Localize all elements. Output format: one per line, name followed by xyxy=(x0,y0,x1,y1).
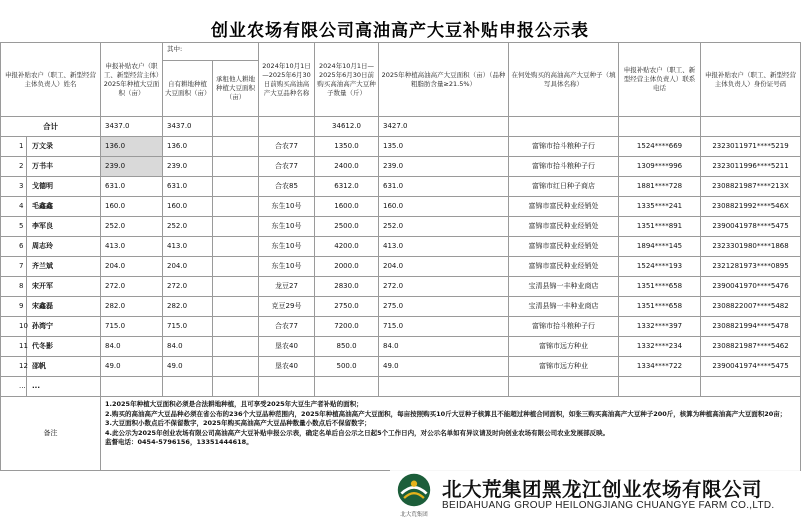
total-own-area: 3437.0 xyxy=(163,117,213,137)
planting-area: 49.0 xyxy=(101,357,163,377)
planting-area: 252.0 xyxy=(101,217,163,237)
phone-number: 1351****658 xyxy=(619,277,701,297)
table-row xyxy=(1,277,801,297)
company-watermark xyxy=(390,468,800,520)
empty-cell xyxy=(701,377,801,397)
row-number: 5 xyxy=(1,217,27,237)
header-seed-quantity: 2024年10月1日—2025年6月30日前购买高油高产大豆种子数量（斤） xyxy=(315,43,379,117)
empty-cell xyxy=(101,377,163,397)
total-variety xyxy=(259,117,315,137)
rented-land-area xyxy=(213,197,259,217)
logo-caption: 北大荒集团 xyxy=(400,512,428,518)
id-number: 2308821987****5462 xyxy=(701,337,801,357)
planting-area: 715.0 xyxy=(101,317,163,337)
phone-number: 1524****193 xyxy=(619,257,701,277)
table-row xyxy=(1,217,801,237)
rented-land-area xyxy=(213,337,259,357)
seed-variety: 东生10号 xyxy=(259,217,315,237)
seed-quantity: 6312.0 xyxy=(315,177,379,197)
row-number: 6 xyxy=(1,237,27,257)
hoa-area: 252.0 xyxy=(379,217,509,237)
id-number: 2390041970****5476 xyxy=(701,277,801,297)
phone-number: 1351****891 xyxy=(619,217,701,237)
table-row xyxy=(1,137,801,157)
rented-land-area xyxy=(213,357,259,377)
empty-cell xyxy=(163,377,213,397)
id-number: 2323011996****5211 xyxy=(701,157,801,177)
phone-number: 1334****722 xyxy=(619,357,701,377)
seed-quantity: 2400.0 xyxy=(315,157,379,177)
planting-area: 204.0 xyxy=(101,257,163,277)
total-hoa-area: 3427.0 xyxy=(379,117,509,137)
hoa-area: 160.0 xyxy=(379,197,509,217)
seed-store: 富锦市富民种业经销处 xyxy=(509,197,619,217)
planting-area: 84.0 xyxy=(101,337,163,357)
hoa-area: 275.0 xyxy=(379,297,509,317)
row-number: 2 xyxy=(1,157,27,177)
farmer-name: 宋鑫磊 xyxy=(27,297,101,317)
own-land-area: 84.0 xyxy=(163,337,213,357)
seed-variety: 垦农40 xyxy=(259,337,315,357)
seed-store: 富锦市富民种业经销处 xyxy=(509,257,619,277)
seed-variety: 合农85 xyxy=(259,177,315,197)
seed-store: 富锦市红日种子商店 xyxy=(509,177,619,197)
total-rented-area xyxy=(213,117,259,137)
seed-variety: 合农77 xyxy=(259,137,315,157)
seed-quantity: 2000.0 xyxy=(315,257,379,277)
table-row xyxy=(1,197,801,217)
seed-quantity: 500.0 xyxy=(315,357,379,377)
id-number: 2308821994****5478 xyxy=(701,317,801,337)
rented-land-area xyxy=(213,157,259,177)
id-number: 2323011971****5219 xyxy=(701,137,801,157)
empty-cell xyxy=(315,377,379,397)
rented-land-area xyxy=(213,277,259,297)
empty-cell xyxy=(509,377,619,397)
seed-variety: 东生10号 xyxy=(259,257,315,277)
hoa-area: 135.0 xyxy=(379,137,509,157)
phone-number: 1335****241 xyxy=(619,197,701,217)
header-seed-store: 在何处购买的高油高产大豆种子（填写具体名称） xyxy=(509,43,619,117)
own-land-area: 272.0 xyxy=(163,277,213,297)
planting-area: 160.0 xyxy=(101,197,163,217)
phone-number: 1881****728 xyxy=(619,177,701,197)
id-number: 2390041978****5475 xyxy=(701,217,801,237)
own-land-area: 136.0 xyxy=(163,137,213,157)
phone-number: 1309****996 xyxy=(619,157,701,177)
header-variety: 2024年10月1日—2025年6月30日前购买高油高产大豆品种名称 xyxy=(259,43,315,117)
seed-store: 宝清县锦一丰种业商店 xyxy=(509,297,619,317)
table-row xyxy=(1,297,801,317)
seed-store: 富锦市远方种业 xyxy=(509,337,619,357)
empty-cell xyxy=(259,377,315,397)
seed-variety: 东生10号 xyxy=(259,237,315,257)
own-land-area: 631.0 xyxy=(163,177,213,197)
header-id-number: 申报补贴农户（职工、新型经营主体负责人）身份证号码 xyxy=(701,43,801,117)
farmer-name: 毛鑫鑫 xyxy=(27,197,101,217)
empty-cell xyxy=(213,377,259,397)
seed-store: 富锦市拾斗粮种子行 xyxy=(509,317,619,337)
own-land-area: 252.0 xyxy=(163,217,213,237)
id-number: 2308822007****5482 xyxy=(701,297,801,317)
hoa-area: 413.0 xyxy=(379,237,509,257)
hoa-area: 715.0 xyxy=(379,317,509,337)
rented-land-area xyxy=(213,317,259,337)
table-row xyxy=(1,157,801,177)
notes-row xyxy=(1,397,801,471)
ellipsis-row xyxy=(1,377,801,397)
seed-store: 富锦市远方种业 xyxy=(509,357,619,377)
header-rented-land-area: 承租他人耕地种植大豆面积（亩） xyxy=(213,61,259,117)
row-number: 3 xyxy=(1,177,27,197)
rented-land-area xyxy=(213,297,259,317)
seed-store: 富锦市富民种业经销处 xyxy=(509,237,619,257)
seed-variety: 合农77 xyxy=(259,317,315,337)
farmer-name: 宋开军 xyxy=(27,277,101,297)
farmer-name: ... xyxy=(27,377,101,397)
seed-variety: 垦农40 xyxy=(259,357,315,377)
table-row xyxy=(1,177,801,197)
own-land-area: 160.0 xyxy=(163,197,213,217)
farmer-name: 戈德明 xyxy=(27,177,101,197)
row-number: 1 xyxy=(1,137,27,157)
header-phone: 申报补贴农户（职工、新型经营主体负责人）联系电话 xyxy=(619,43,701,117)
row-number: 12 xyxy=(1,357,27,377)
hoa-area: 631.0 xyxy=(379,177,509,197)
farmer-name: 齐兰斌 xyxy=(27,257,101,277)
total-phone xyxy=(619,117,701,137)
empty-cell xyxy=(379,377,509,397)
id-number: 2321281973****0895 xyxy=(701,257,801,277)
note-line: 1.2025年种植大豆面积必须是合法耕地种植，且可享受2025年大豆生产者补贴的面积； xyxy=(105,400,363,408)
total-row xyxy=(1,117,801,137)
seed-store: 宝清县锦一丰种业商店 xyxy=(509,277,619,297)
row-number: 10 xyxy=(1,317,27,337)
seed-quantity: 7200.0 xyxy=(315,317,379,337)
company-name-cn: 北大荒集团黑龙江创业农场有限公司 xyxy=(442,478,763,501)
subsidy-table xyxy=(0,42,801,471)
rented-land-area xyxy=(213,217,259,237)
own-land-area: 282.0 xyxy=(163,297,213,317)
notes-label: 备注 xyxy=(1,397,101,471)
seed-quantity: 2500.0 xyxy=(315,217,379,237)
rented-land-area xyxy=(213,237,259,257)
total-seed-quantity: 34612.0 xyxy=(315,117,379,137)
beidahuang-logo-icon xyxy=(396,472,432,508)
farmer-name: 周志玲 xyxy=(27,237,101,257)
farmer-name: 代冬影 xyxy=(27,337,101,357)
seed-store: 富锦市富民种业经销处 xyxy=(509,217,619,237)
hoa-area: 272.0 xyxy=(379,277,509,297)
phone-number: 1894****145 xyxy=(619,237,701,257)
row-number: 4 xyxy=(1,197,27,217)
table-row xyxy=(1,317,801,337)
own-land-area: 239.0 xyxy=(163,157,213,177)
farmer-name: 邵帆 xyxy=(27,357,101,377)
rented-land-area xyxy=(213,137,259,157)
farmer-name: 万书丰 xyxy=(27,157,101,177)
hoa-area: 49.0 xyxy=(379,357,509,377)
farmer-name: 孙湾宁 xyxy=(27,317,101,337)
farmer-name: 李军良 xyxy=(27,217,101,237)
notes-content xyxy=(101,397,801,471)
empty-cell xyxy=(619,377,701,397)
rented-land-area xyxy=(213,177,259,197)
own-land-area: 413.0 xyxy=(163,237,213,257)
total-label: 合计 xyxy=(1,117,101,137)
hoa-area: 204.0 xyxy=(379,257,509,277)
phone-number: 1332****397 xyxy=(619,317,701,337)
own-land-area: 204.0 xyxy=(163,257,213,277)
planting-area: 631.0 xyxy=(101,177,163,197)
table-row xyxy=(1,237,801,257)
seed-variety: 龙豆27 xyxy=(259,277,315,297)
planting-area: 282.0 xyxy=(101,297,163,317)
header-among: 其中: xyxy=(163,43,259,61)
farmer-name: 万文录 xyxy=(27,137,101,157)
phone-number: 1332****234 xyxy=(619,337,701,357)
own-land-area: 49.0 xyxy=(163,357,213,377)
seed-quantity: 1350.0 xyxy=(315,137,379,157)
seed-quantity: 2750.0 xyxy=(315,297,379,317)
seed-quantity: 1600.0 xyxy=(315,197,379,217)
header-hoa-area: 2025年种植高油高产大豆面积（亩）（品种粗脂肪含量≥21.5%） xyxy=(379,43,509,117)
hoa-area: 84.0 xyxy=(379,337,509,357)
table-row xyxy=(1,357,801,377)
seed-variety: 合农77 xyxy=(259,157,315,177)
note-line: 监督电话：0454-5796156，13351444618。 xyxy=(105,438,253,446)
id-number: 2323301980****1868 xyxy=(701,237,801,257)
total-area: 3437.0 xyxy=(101,117,163,137)
table-row xyxy=(1,257,801,277)
header-total-area: 申报补贴农户（职工、新型经营主体）2025年种植大豆面积（亩） xyxy=(101,43,163,117)
planting-area: 413.0 xyxy=(101,237,163,257)
seed-quantity: 850.0 xyxy=(315,337,379,357)
seed-quantity: 2830.0 xyxy=(315,277,379,297)
row-number: 7 xyxy=(1,257,27,277)
hoa-area: 239.0 xyxy=(379,157,509,177)
phone-number: 1524****669 xyxy=(619,137,701,157)
seed-store: 富锦市拾斗粮种子行 xyxy=(509,137,619,157)
seed-variety: 克豆29号 xyxy=(259,297,315,317)
row-number: 9 xyxy=(1,297,27,317)
seed-store: 富锦市拾斗粮种子行 xyxy=(509,157,619,177)
planting-area: 136.0 xyxy=(101,137,163,157)
row-number: 8 xyxy=(1,277,27,297)
total-store xyxy=(509,117,619,137)
planting-area: 272.0 xyxy=(101,277,163,297)
header-own-land-area: 自有耕地种植大豆面积（亩） xyxy=(163,61,213,117)
phone-number: 1351****658 xyxy=(619,297,701,317)
page-title: 创业农场有限公司高油高产大豆补贴申报公示表 xyxy=(211,21,589,41)
note-line: 2.购买的高油高产大豆品种必须在省公布的236个大豆品种范围内，2025年种植高油高产大豆面积，每亩按照购买10斤大豆种子核算且不能超过种植合同面积，如张三购买高油高产大豆种子200斤，核算为种植高油高产大豆面积20亩； xyxy=(105,409,787,418)
row-number: 11 xyxy=(1,337,27,357)
row-number: ... xyxy=(1,377,27,397)
seed-quantity: 4200.0 xyxy=(315,237,379,257)
seed-variety: 东生10号 xyxy=(259,197,315,217)
id-number: 2308821987****213X xyxy=(701,177,801,197)
total-id xyxy=(701,117,801,137)
table-row xyxy=(1,337,801,357)
planting-area: 239.0 xyxy=(101,157,163,177)
id-number: 2308821992****546X xyxy=(701,197,801,217)
note-line: 3.大豆面积小数点后不保留数字，2025年购买高油高产大豆品种数量小数点后不保留数字； xyxy=(105,419,371,427)
id-number: 2390041974****5475 xyxy=(701,357,801,377)
note-line: 4.此公示为2025年创业农场有限公司高油高产大豆补贴申报公示表，确定名单后自公示之日起5个工作日内，对公示名单如有异议请及时向创业农场有限公司农业发展部反映。 xyxy=(105,428,610,437)
own-land-area: 715.0 xyxy=(163,317,213,337)
company-name-en: BEIDAHUANG GROUP HEILONGJIANG CHUANGYE FARM CO.,LTD. xyxy=(442,500,775,511)
header-farmer-name: 申报补贴农户（职工、新型经营主体负责人）姓名 xyxy=(1,43,101,117)
rented-land-area xyxy=(213,257,259,277)
